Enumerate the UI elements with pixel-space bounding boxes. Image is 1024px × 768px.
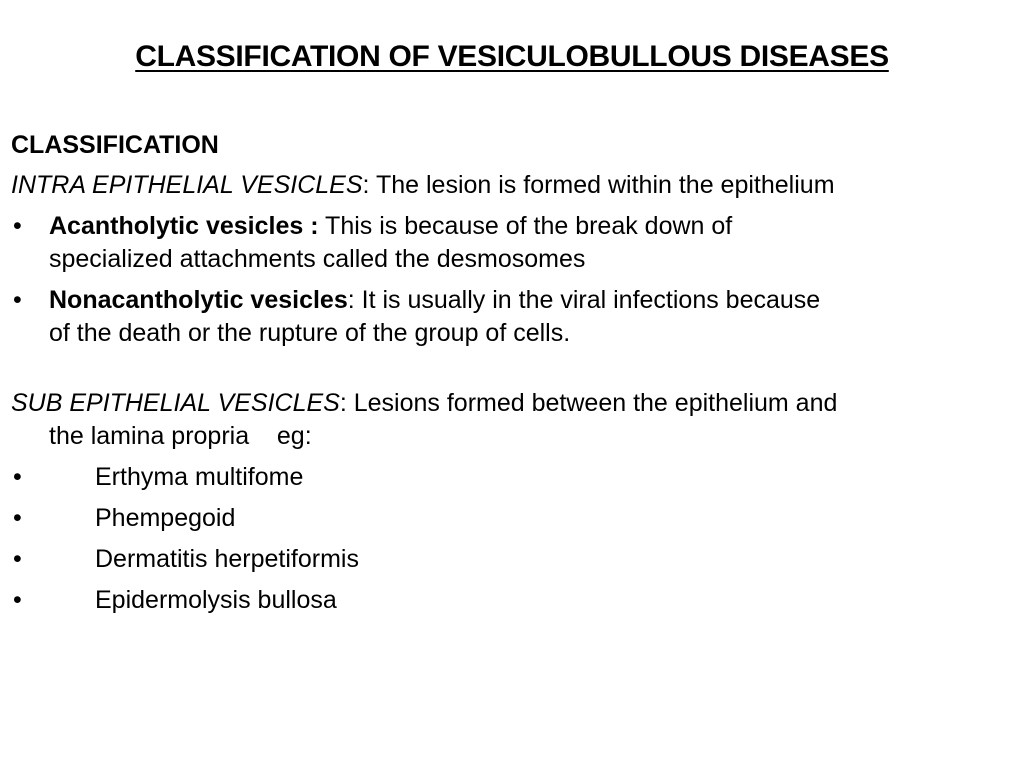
sub-epithelial-line <box>11 387 1011 420</box>
intra-bullet-acantholytic <box>11 210 1011 276</box>
example-item-erthyma <box>11 461 1011 494</box>
bullet-description: This is because of the break down of <box>318 212 733 240</box>
sub-epithelial-continuation: the lamina propria eg: <box>49 422 312 450</box>
bullet-dot: • <box>13 545 22 573</box>
slide-title: CLASSIFICATION OF VESICULOBULLOUS DISEASES <box>135 40 889 73</box>
example-text: Dermatitis herpetiformis <box>95 545 359 573</box>
example-item-epidermolysis <box>11 584 1011 617</box>
slide-body <box>11 129 1011 617</box>
bullet-dot: • <box>13 286 22 314</box>
bullet-term: Acantholytic vesicles : <box>49 212 319 240</box>
example-item-phempegoid <box>11 502 1011 535</box>
example-text: Epidermolysis bullosa <box>95 586 337 614</box>
bullet-term: Nonacantholytic vesicles <box>49 286 348 314</box>
bullet-dot: • <box>13 463 22 491</box>
sub-epithelial-text: : Lesions formed between the epithelium and <box>339 389 838 417</box>
example-text: Phempegoid <box>95 504 236 532</box>
sub-epithelial-label: SUB EPITHELIAL VESICLES <box>11 389 340 417</box>
bullet-description: : It is usually in the viral infections because <box>347 286 821 314</box>
bullet-dot: • <box>13 212 22 240</box>
classification-heading: CLASSIFICATION <box>11 131 219 159</box>
bullet-continuation: of the death or the rupture of the group of cells. <box>49 319 571 347</box>
bullet-text <box>49 284 1011 350</box>
bullet-text <box>49 210 1011 276</box>
example-text: Erthyma multifome <box>95 463 304 491</box>
section-spacer <box>11 350 1011 387</box>
intra-epithelial-label: INTRA EPITHELIAL VESICLES <box>11 171 363 199</box>
intra-bullet-nonacantholytic <box>11 284 1011 350</box>
bullet-continuation: specialized attachments called the desmosomes <box>49 245 586 273</box>
intra-epithelial-text: : The lesion is formed within the epithelium <box>362 171 835 199</box>
example-item-dermatitis <box>11 543 1011 576</box>
bullet-dot: • <box>13 504 22 532</box>
intra-epithelial-line <box>11 169 1011 202</box>
bullet-dot: • <box>13 586 22 614</box>
